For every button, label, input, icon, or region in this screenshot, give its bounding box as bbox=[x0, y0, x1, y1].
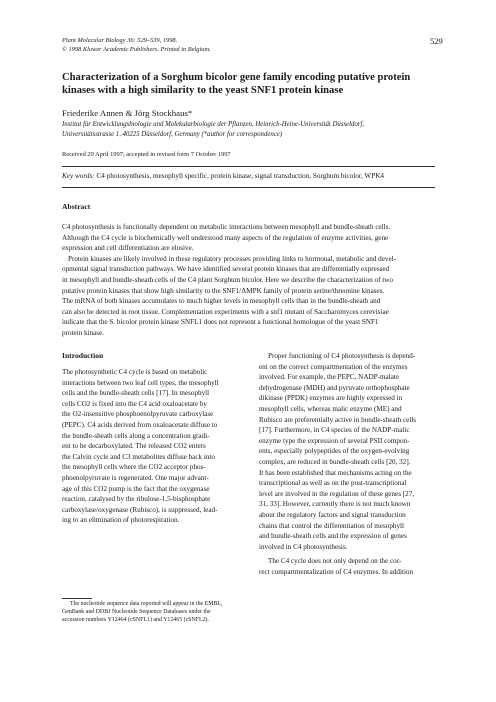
body-line: transcriptional as well as on the post-transcriptional bbox=[259, 479, 407, 488]
body-line: and bundle-sheath cells and the expression of genes bbox=[259, 532, 407, 541]
received-dates: Received 29 April 1997; accepted in revised form 7 October 1997 bbox=[62, 151, 231, 158]
body-line: complex, are reduced in bundle-sheath cells [20, 32]. bbox=[259, 457, 411, 466]
body-line: ent on the correct compartmentation of the enzymes bbox=[259, 362, 408, 371]
body-line: reaction, catalysed by the ribulose-1,5-bisphosphate bbox=[62, 495, 211, 504]
journal-citation: Plant Molecular Biology 36: 529–539, 1998. bbox=[62, 37, 178, 44]
footnote-line: The nucleotide sequence data reported will appear in the EMBL, bbox=[70, 601, 223, 607]
abstract-line: Although the C4 cycle is biochemically well understood many aspects of the regulation of enzyme activities, gene bbox=[62, 233, 389, 242]
body-line: [17]. Furthermore, in C4 species of the NADP-malic bbox=[259, 426, 410, 435]
body-line: age of this CO2 pump is the fact that the oxygenase bbox=[62, 484, 210, 493]
body-line: (PEPC). C4 acids derived from oxaloacetate diffuse to bbox=[62, 420, 218, 429]
article-title-line-2: kinases with a high similarity to the yeast SNF1 protein kinase bbox=[62, 85, 344, 96]
copyright-line: © 1998 Kluwer Academic Publishers. Printed in Belgium. bbox=[62, 46, 211, 53]
body-line: about the regulatory factors and signal transduction bbox=[259, 510, 406, 519]
affiliation-line-2: Universitätsstrasse 1, 40225 Düsseldorf, Germany (*author for correspondence) bbox=[62, 130, 283, 138]
body-line: ing to an elimination of photorespiration. bbox=[62, 516, 180, 525]
page-number: 529 bbox=[430, 36, 443, 46]
body-line: involved in C4 photosynthesis. bbox=[259, 542, 348, 551]
affiliation-line-1: Institut für Entwicklungsbiologie und Molekularbiologie der Pflanzen, Heinrich-Heine-Universität Düsseldorf, bbox=[62, 121, 365, 128]
body-line: cells and the bundle-sheath cells [17]. In mesophyll bbox=[62, 389, 210, 398]
body-line: mesophyll cells, whereas malic enzyme (ME) and bbox=[259, 404, 402, 413]
abstract-line: putative protein kinases that show high similarity to the SNF1/AMPK family of protein serine/threonine kinases. bbox=[62, 286, 385, 295]
abstract-line: Protein kinases are likely involved in these regulatory processes providing links to hormonal, metabolic and devel- bbox=[68, 254, 396, 263]
abstract-line: The mRNA of both kinases accumulates to much higher levels in mesophyll cells than in the bundle-sheath and bbox=[62, 297, 381, 306]
keywords-label: Key words: bbox=[62, 172, 95, 180]
body-line: dikinase (PPDK) enzymes are highly expressed in bbox=[259, 394, 403, 403]
body-line: the Calvin cycle and C3 metabolites diffuse back into bbox=[62, 452, 215, 461]
body-line: It has been established that mechanisms acting on the bbox=[259, 468, 412, 477]
abstract-line: can also be detected in root tissue. Complementation experiments with a snf1 mutant of Saccharomyces cerevisiae bbox=[62, 307, 389, 316]
body-line: interactions between two leaf cell types, the mesophyll bbox=[62, 378, 219, 387]
rule-bottom bbox=[62, 187, 435, 188]
body-line: carboxylase/oxygenase (Rubisco), is suppressed, lead- bbox=[62, 505, 218, 514]
introduction-heading: Introduction bbox=[62, 351, 104, 360]
body-line: phoenolpyruvate is regenerated. One major advant- bbox=[62, 473, 209, 482]
body-line: cells CO2 is fixed into the C4 acid oxaloacetate by bbox=[62, 399, 207, 408]
body-line: Rubisco are preferentially active in bundle-sheath cells bbox=[259, 415, 417, 424]
abstract-line: in mesophyll and bundle-sheath cells of the C4 plant Sorghum bicolor. Here we describe the characterization of two bbox=[62, 275, 394, 284]
authors: Friederike Annen & Jörg Stockhaus* bbox=[62, 108, 193, 118]
abstract-body bbox=[62, 222, 435, 339]
body-line: Proper functioning of C4 photosynthesis is depend- bbox=[268, 352, 416, 360]
abstract-line: opmental signal transduction pathways. We have identified several protein kinases that are differentially expressed bbox=[62, 265, 390, 274]
body-line: 31, 33]. However, currently there is not much known bbox=[259, 500, 411, 509]
abstract-line: expression and cell differentiation are elusive. bbox=[62, 244, 194, 253]
body-line: The C4 cycle does not only depend on the cor- bbox=[268, 557, 402, 566]
body-line: involved. For example, the PEPC, NADP-malate bbox=[259, 373, 400, 382]
keywords-text: C4 photosynthesis, mesophyll specific, protein kinase, signal transduction, Sorghum bicolor, WPK4 bbox=[96, 172, 385, 180]
body-line: level are involved in the regulation of these genes [27, bbox=[259, 489, 415, 498]
body-line: dehydrogenase (MDH) and pyruvate orthophosphate bbox=[259, 383, 410, 392]
keywords bbox=[62, 172, 384, 180]
footnote bbox=[62, 601, 222, 624]
abstract-line: protein kinase. bbox=[62, 328, 105, 337]
body-line: the mesophyll cells where the CO2 acceptor phos- bbox=[62, 463, 206, 472]
footnote-line: GenBank and DDBJ Nucleotide Sequence Databases under the bbox=[62, 608, 211, 615]
body-line: ent to be decarboxylated. The released CO2 enters bbox=[62, 442, 206, 451]
body-line: the bundle-sheath cells along a concentration gradi- bbox=[62, 431, 210, 440]
abstract-line: C4 photosynthesis is functionally dependent on metabolic interactions between mesophyll and bundle-sheath cells. bbox=[62, 223, 391, 231]
body-line: enzyme type the expression of several PSII compon- bbox=[259, 436, 410, 445]
abstract-heading: Abstract bbox=[62, 202, 91, 211]
body-line: chains that control the differentiation of mesophyll bbox=[259, 521, 405, 530]
left-column bbox=[62, 367, 244, 526]
body-line: The photosynthetic C4 cycle is based on metabolic bbox=[62, 368, 208, 376]
right-column bbox=[259, 351, 436, 577]
body-line: ents, especially polypeptides of the oxygen-evolving bbox=[259, 447, 410, 456]
body-line: rect compartmentalization of C4 enzymes. In addition bbox=[259, 567, 414, 576]
rule-top bbox=[62, 166, 435, 167]
abstract-line: indicate that the S. bicolor protein kinase SNFL1 does not represent a functional homologue of the yeast SNF1 bbox=[62, 318, 379, 327]
article-title-line-1: Characterization of a Sorghum bicolor gene family encoding putative protein bbox=[62, 72, 411, 83]
footnote-rule bbox=[62, 598, 92, 599]
footnote-line: accession numbers Y12464 (cSNFL1) and Y12465 (cSNFL2). bbox=[62, 616, 209, 623]
body-line: the O2-insensitive phosphoenolpyruvate carboxylase bbox=[62, 410, 214, 419]
